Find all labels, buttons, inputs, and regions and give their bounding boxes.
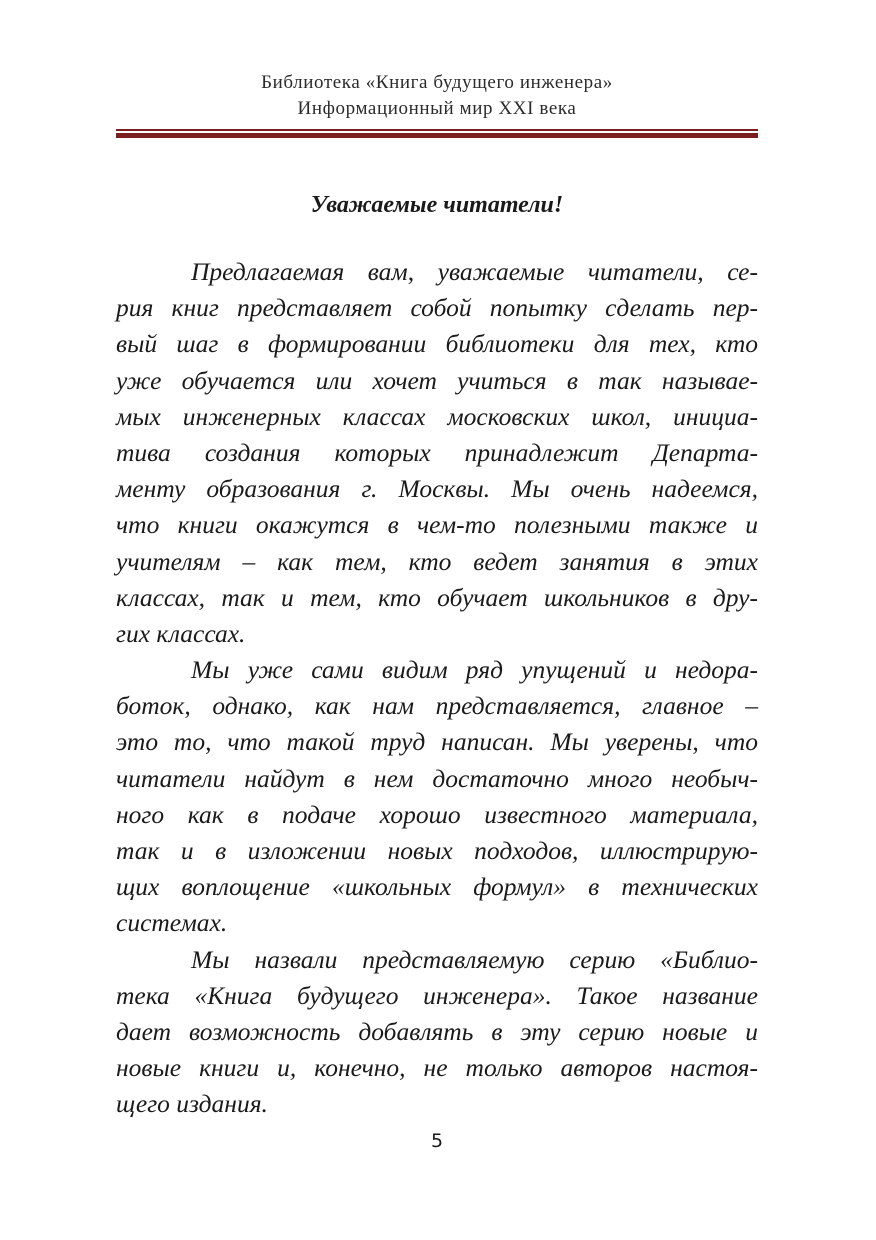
paragraph-line: классах, так и тем, кто обучает школьников в дру-	[116, 582, 758, 612]
paragraph-line: Предлагаемая вам, уважаемые читатели, се-	[191, 257, 758, 286]
paragraph-line: гих классах.	[116, 618, 246, 648]
page-number: 5	[430, 1130, 444, 1152]
paragraph-line: щих воплощение «школьных формул» в технических	[116, 872, 758, 902]
paragraph-line: мых инженерных классах московских школ, инициа-	[116, 401, 758, 431]
paragraph-line: что книги окажутся в чем-то полезными также и	[116, 510, 758, 540]
paragraph-line: вый шаг в формировании библиотеки для тех, кто	[116, 329, 758, 359]
paragraph-line: уже обучается или хочет учиться в так называе-	[116, 365, 758, 395]
paragraph-line: тива создания которых принадлежит Департа-	[116, 437, 758, 467]
header-rule	[116, 129, 758, 139]
paragraph-line: ного как в подаче хорошо известного материала,	[116, 799, 758, 829]
body-text	[116, 254, 758, 1123]
paragraph	[116, 254, 758, 652]
running-header	[116, 70, 758, 122]
paragraph-line: боток, однако, как нам представляется, главное –	[116, 691, 758, 721]
paragraph	[116, 652, 758, 942]
book-title: Информационный мир XXI века	[297, 98, 577, 119]
paragraph-line: Мы уже сами видим ряд упущений и недора-	[191, 655, 758, 685]
paragraph-line: системах.	[116, 908, 228, 938]
section-heading: Уважаемые читатели!	[310, 192, 564, 218]
paragraph-line: менту образования г. Москвы. Мы очень надеемся,	[116, 474, 758, 504]
paragraph-line: Мы назвали представляемую серию «Библио-	[191, 944, 758, 974]
header-rule-thick	[116, 133, 758, 138]
paragraph-line: это то, что такой труд написан. Мы уверены, что	[116, 727, 758, 757]
paragraph	[116, 942, 758, 1123]
paragraph-line: так и в изложении новых подходов, иллюстрирую-	[116, 836, 758, 865]
paragraph-line: дает возможность добавлять в эту серию новые и	[116, 1016, 758, 1046]
paragraph-line: щего издания.	[116, 1089, 268, 1119]
paragraph-line: новые книги и, конечно, не только авторов настоя-	[116, 1053, 758, 1083]
paragraph-line: рия книг представляет собой попытку сделать пер-	[116, 293, 758, 323]
paragraph-line: учителям – как тем, кто ведет занятия в этих	[116, 546, 758, 576]
series-title: Библиотека «Книга будущего инженера»	[261, 72, 613, 93]
paragraph-line: тека «Книга будущего инженера». Такое название	[116, 980, 758, 1010]
paragraph-line: читатели найдут в нем достаточно много необыч-	[116, 763, 758, 793]
header-rule-thin	[116, 129, 758, 131]
